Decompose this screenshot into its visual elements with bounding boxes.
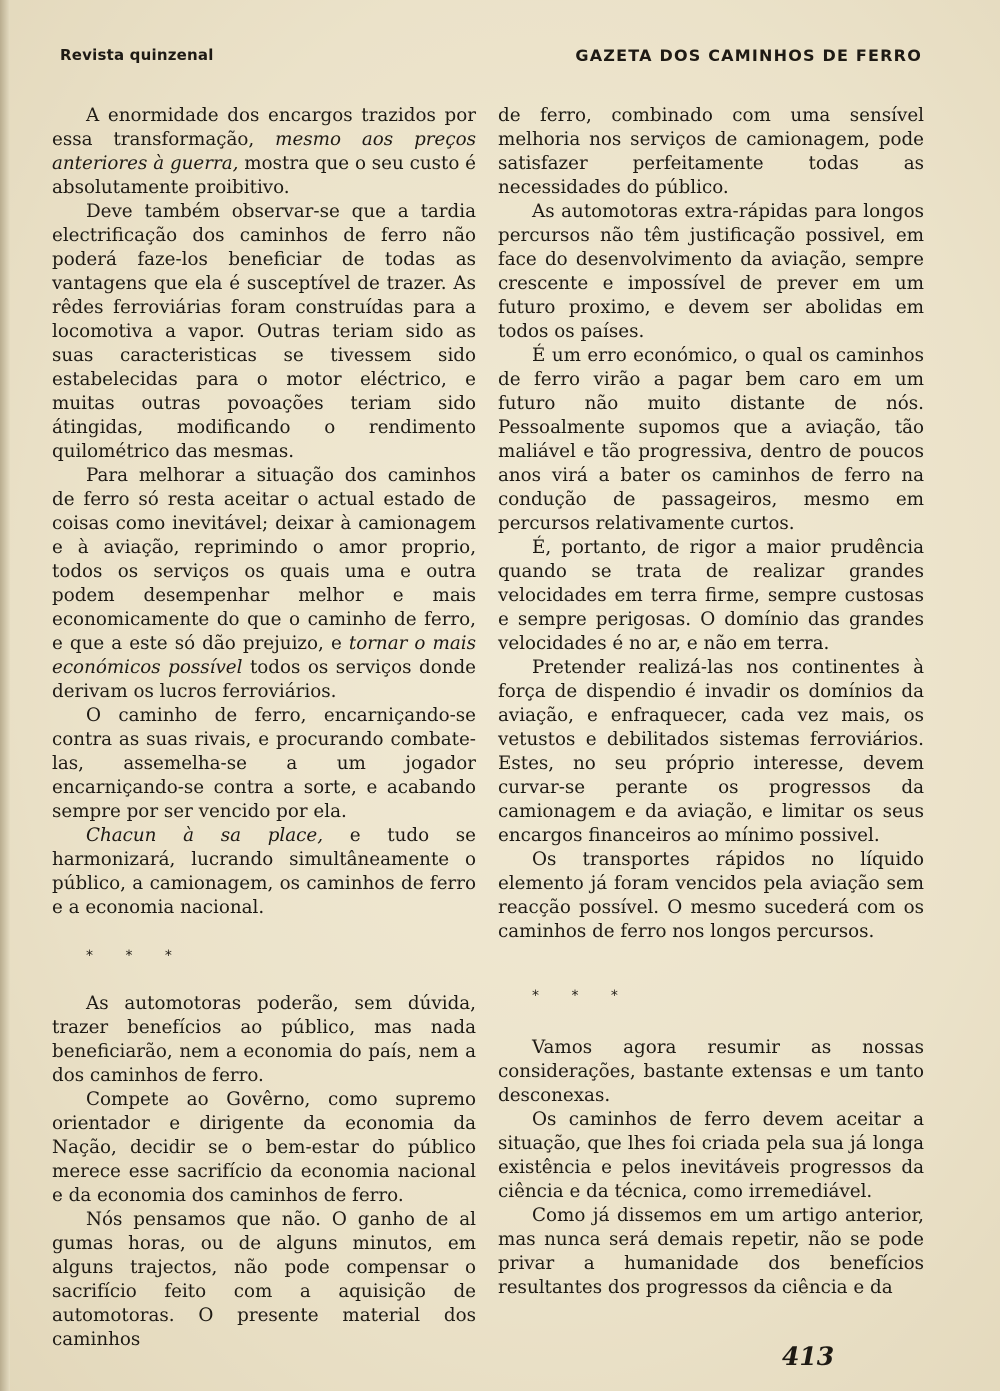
paragraph: É, portanto, de rigor a maior prudência quando se trata de realizar grandes velocidades em terra firme, sempre custosas e sempre perigosas. O domínio das grandes velocidades é no ar, e não em terra. [498,537,924,654]
paragraph: As automotoras poderão, sem dúvida, trazer benefícios ao público, mas nada beneficiarão, nem a economia do país, nem a dos caminhos de ferro. [52,993,476,1086]
text-run: mostra que o seu custo é absolutamente proibitivo. [52,153,477,198]
header-left-label: Revista quinzenal [60,46,214,64]
paragraph: Vamos agora resumir as nossas considerações, bastante extensas e um tanto desconexas. [498,1037,924,1106]
paragraph: Como já dissemos em um artigo anterior, mas nunca será demais repetir, não se pode privar a humanidade dos benefícios resultantes dos progressos da ciência e da [498,1205,924,1298]
paragraph: Pretender realizá-las nos continentes à força de dispendio é invadir os domínios da aviação, e enfraquecer, cada vez mais, os vetustos e debilitados sistemas ferroviários. Estes, no seu próprio interesse, devem curvar-se perante os progressos da camionagem e da aviação, e limitar os seus encargos financeiros ao mínimo possivel. [498,657,924,846]
header-right-title: GAZETA DOS CAMINHOS DE FERRO [575,46,922,65]
paragraph: Compete ao Govêrno, como supremo orientador e dirigente da economia da Nação, decidir se o bem-estar do público merece esse sacrifício da economia nacional e da economia dos caminhos de ferro. [52,1089,476,1206]
italic-text-run: Chacun à sa place, [86,825,324,846]
paragraph: de ferro, combinado com uma sensível melhoria nos serviços de camionagem, pode satisfazer perfeitamente todas as necessidades do público. [498,105,924,198]
italic-text-run: tornar o mais económicos possível [52,633,476,678]
text-run: e tudo se harmonizará, lucrando simultâneamente o público, a camionagem, os caminhos de ferro e a economia nacional. [52,825,476,918]
section-separator: * * * [86,948,186,964]
paragraph: O caminho de ferro, encarniçando-se contra as suas rivais, e procurando combate-las, assemelha-se a um jogador encarniçando-se contra a sorte, e acabando sempre por ser vencido por ela. [52,705,476,822]
paragraph: É um erro económico, o qual os caminhos de ferro virão a pagar bem caro em um futuro não muito distante de nós. Pessoalmente supomos que a aviação, tão maliável e tão progressiva, dentro de poucos anos virá a bater os caminhos de ferro na condução de passageiros, mesmo em percursos relativamente curtos. [498,345,924,534]
paragraph: Deve também observar-se que a tardia electrificação dos caminhos de ferro não poderá faze-los beneficiar de todas as vantagens que ela é susceptível de trazer. As rêdes ferroviárias foram construídas para a locomotiva a vapor. Outras teriam sido as suas caracteristicas se tivessem sido estabelecidas para o motor eléctrico, e muitas outras povoações teriam sido átingidas, modificando o rendimento quilométrico das mesmas. [52,201,476,462]
text-run: todos os serviços donde derivam os lucros ferroviários. [52,657,477,702]
left-column [52,104,476,1352]
italic-text-run: mesmo aos preços anteriores à guerra, [52,129,476,174]
section-separator: * * * [532,988,632,1004]
paragraph: Nós pensamos que não. O ganho de al gumas horas, ou de alguns minutos, em alguns trajectos, não pode compensar o sacrifício feito com a aquisição de automotoras. O presente material dos caminhos [52,1209,476,1350]
paragraph [52,824,476,920]
page-spine-shadow [0,0,10,1391]
text-run: A enormidade dos encargos trazidos por essa transformação, [52,105,476,150]
right-column [498,104,924,1300]
page-number: 413 [782,1342,835,1371]
paragraph: Os transportes rápidos no líquido elemento já foram vencidos pela aviação sem reacção possível. O mesmo sucederá com os caminhos de ferro nos longos percursos. [498,849,924,942]
text-run: Para melhorar a situação dos caminhos de ferro só resta aceitar o actual estado de coisas como inevitável; deixar à camionagem e à aviação, reprimindo o amor proprio, todos os serviços os quais uma e outra podem desempenhar melhor e mais economicamente do que o caminho de ferro, e que a este só dão prejuizo, e [52,465,476,654]
paragraph [52,464,476,704]
paragraph: As automotoras extra-rápidas para longos percursos não têm justificação possivel, em face do desenvolvimento da aviação, sempre crescente e impossível de prever em um futuro proximo, e devem ser abolidas em todos os países. [498,201,924,342]
paragraph: Os caminhos de ferro devem aceitar a situação, que lhes foi criada pela sua já longa existência e pelos inevitáveis progressos da ciência e da técnica, como irremediável. [498,1109,924,1202]
paragraph [52,104,476,200]
running-header [60,46,922,65]
